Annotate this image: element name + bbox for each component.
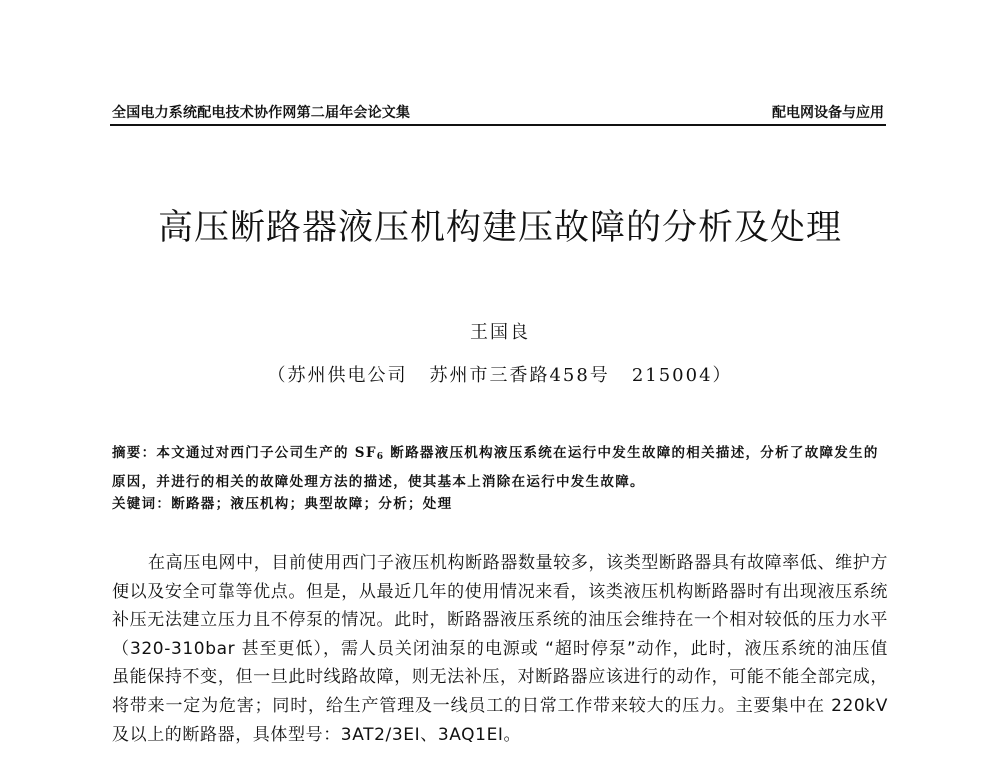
affiliation-postcode: 215004: [631, 365, 713, 386]
keywords-text: 断路器；液压机构；典型故障；分析；处理: [171, 496, 453, 512]
keywords-label: 关键词：: [112, 496, 172, 512]
body-paragraph: 在高压电网中，目前使用西门子液压机构断路器数量较多，该类型断路器具有故障率低、维护方便以及安全可靠等优点。但是，从最近几年的使用情况来看，该类液压机构断路器时有出现液压系统补压无法建立压力且不停泵的情况。此时，断路器液压系统的油压会维持在一个相对较低的压力水平（320-310bar 甚至更低），需人员关闭油泵的电源或 “超时停泵”动作，此时，液压系统的油压值虽能保持不变，但一旦此时线路故障，则无法补压，对断路器应该进行的动作，可能不能全部完成，将带来一定为危害；同时，给生产管理及一线员工的日常工作带来较大的压力。主要集中在 220kV 及以上的断路器，具体型号：3AT2/3EI、3AQ1EI。: [112, 553, 888, 745]
running-header: [112, 102, 884, 124]
abstract-subscript: 6: [376, 452, 385, 462]
affiliation-open-paren: （: [267, 365, 288, 386]
author-name: 王国良: [470, 322, 530, 343]
abstract: [112, 441, 887, 495]
affiliation-close-paren: ）: [712, 365, 733, 386]
paper-title: 高压断路器液压机构建压故障的分析及处理: [157, 208, 842, 248]
section-name: 配电网设备与应用: [772, 105, 884, 121]
affiliation-address: 苏州市三香路458号: [429, 365, 610, 386]
author-affiliation: [0, 361, 1000, 387]
affiliation-org: 苏州供电公司: [287, 365, 408, 386]
header-rule: [110, 124, 886, 126]
abstract-label: 摘要：: [112, 445, 157, 461]
abstract-text-1: 本文通过对西门子公司生产的 SF: [156, 445, 377, 461]
proceedings-title: 全国电力系统配电技术协作网第二届年会论文集: [112, 105, 411, 121]
keywords: [112, 492, 887, 517]
abstract-text-2: 断路器液压机构液压系统在运行中发生故障的相关描述，分析了故障发生的原因，并进行的相关的故障处理方法的描述，使其基本上消除在运行中发生故障。: [112, 445, 879, 490]
